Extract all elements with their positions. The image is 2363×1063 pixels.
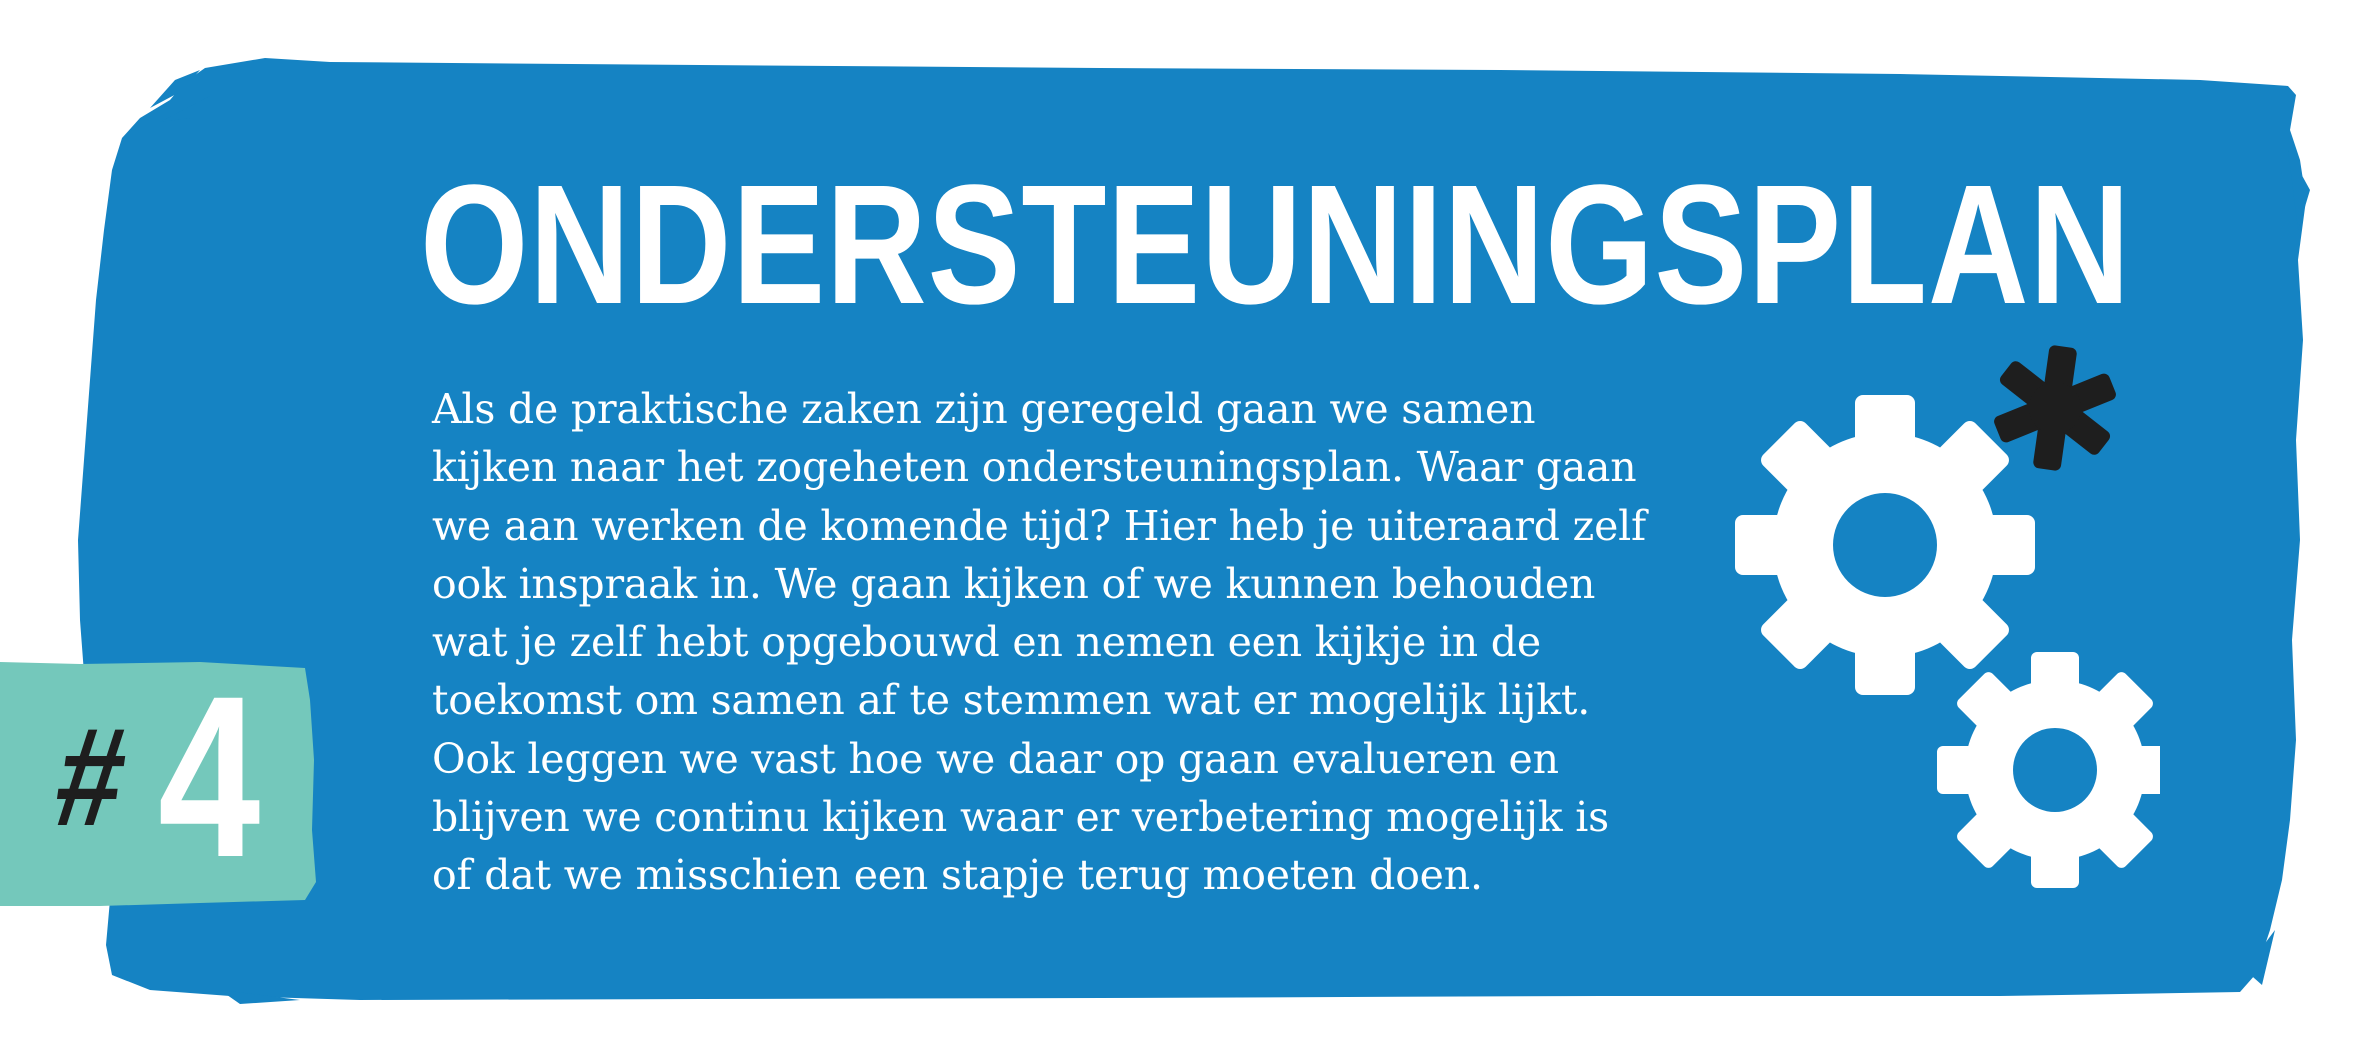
body-line: ook inspraak in. We gaan kijken of we kunnen behouden: [432, 559, 1596, 608]
body-line: toekomst om samen af te stemmen wat er mogelijk lijkt.: [432, 676, 1591, 725]
body-line: wat je zelf hebt opgebouwd en nemen een kijkje in de: [432, 618, 1541, 667]
body-paragraph: [432, 380, 1732, 905]
step-number: 4: [158, 648, 261, 905]
body-line: we aan werken de komende tijd? Hier heb je uiteraard zelf: [432, 501, 1647, 550]
body-line: Ook leggen we vast hoe we daar op gaan evalueren en: [432, 734, 1559, 783]
body-line: Als de praktische zaken zijn geregeld gaan we samen: [432, 385, 1536, 433]
gear-icon: [1937, 652, 2160, 888]
body-line: blijven we continu kijken waar er verbetering mogelijk is: [432, 793, 1609, 842]
step-hash: #: [47, 698, 136, 855]
body-line: kijken naar het zogeheten ondersteuningsplan. Waar gaan: [432, 443, 1637, 492]
body-line: of dat we misschien een stapje terug moeten doen.: [432, 851, 1483, 900]
gears-illustration: [1720, 330, 2160, 910]
gear-icon: [1735, 395, 2035, 695]
page-title: ONDERSTEUNINGSPLAN: [420, 150, 2131, 340]
asterisk-icon: [1992, 345, 2117, 472]
